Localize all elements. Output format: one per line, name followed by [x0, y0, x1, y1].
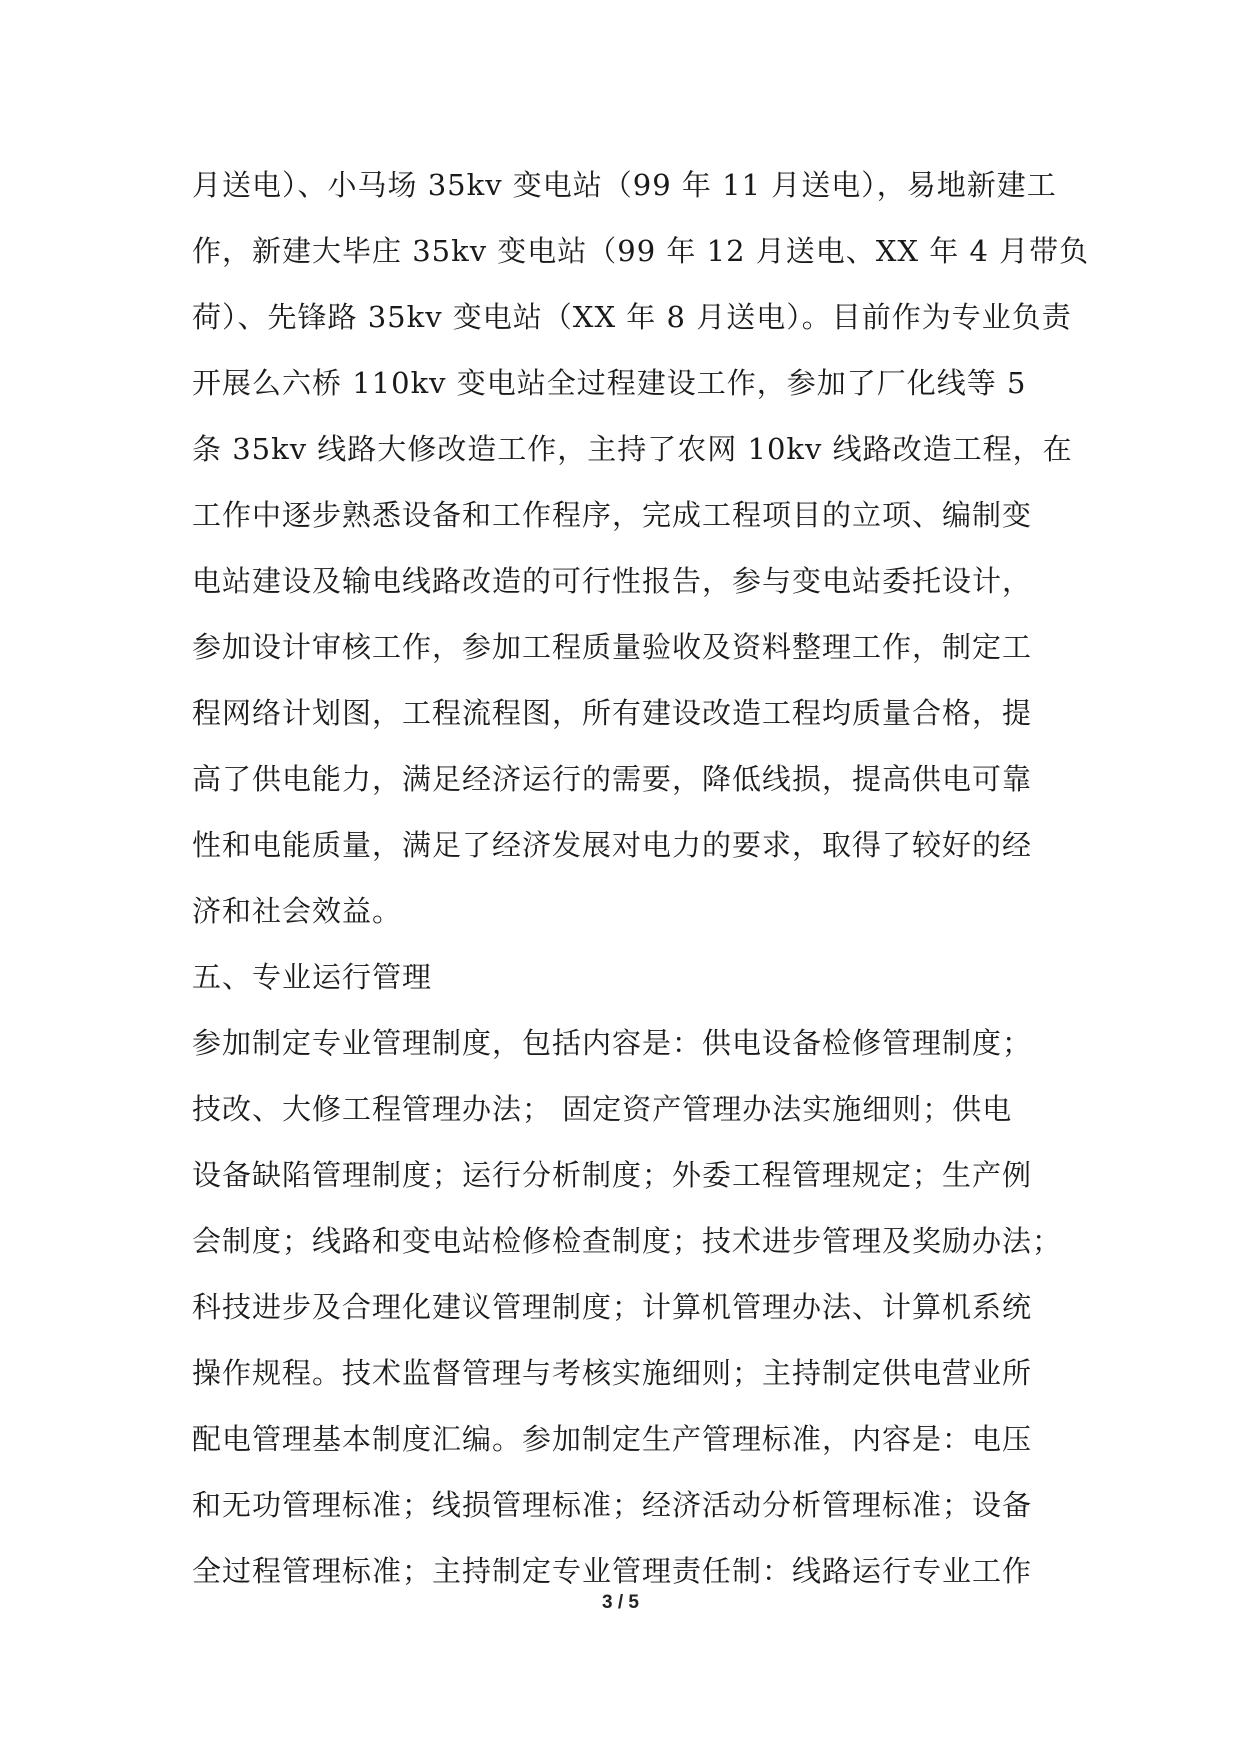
text-line: 高了供电能力，满足经济运行的需要，降低线损，提高供电可靠 [192, 762, 1033, 796]
text-line: 月送电）、小马场 35kv 变电站（99 年 11 月送电），易地新建工 [192, 168, 1057, 202]
section-heading: 五、专业运行管理 [192, 960, 433, 994]
text-line: 技改、大修工程管理办法； 固定资产管理办法实施细则；供电 [192, 1092, 1013, 1126]
text-line: 程网络计划图，工程流程图，所有建设改造工程均质量合格，提 [192, 696, 1033, 730]
text-line: 设备缺陷管理制度；运行分析制度；外委工程管理规定；生产例 [192, 1158, 1033, 1192]
text-line: 开展么六桥 110kv 变电站全过程建设工作，参加了厂化线等 5 [192, 366, 1027, 400]
text-line: 参加设计审核工作，参加工程质量验收及资料整理工作，制定工 [192, 630, 1033, 664]
text-line: 条 35kv 线路大修改造工作，主持了农网 10kv 线路改造工程，在 [192, 432, 1073, 466]
text-line: 和无功管理标准；线损管理标准；经济活动分析管理标准；设备 [192, 1488, 1033, 1522]
text-line: 作，新建大毕庄 35kv 变电站（99 年 12 月送电、XX 年 4 月带负 [192, 234, 1090, 268]
text-line: 全过程管理标准；主持制定专业管理责任制：线路运行专业工作 [192, 1554, 1033, 1588]
text-line: 会制度；线路和变电站检修检查制度；技术进步管理及奖励办法； [192, 1224, 1063, 1258]
text-line: 配电管理基本制度汇编。参加制定生产管理标准，内容是：电压 [192, 1422, 1033, 1456]
text-line: 电站建设及输电线路改造的可行性报告，参与变电站委托设计， [192, 564, 1033, 598]
text-line: 性和电能质量，满足了经济发展对电力的要求，取得了较好的经 [192, 828, 1033, 862]
text-line: 科技进步及合理化建议管理制度；计算机管理办法、计算机系统 [192, 1290, 1033, 1324]
text-line: 参加制定专业管理制度，包括内容是：供电设备检修管理制度； [192, 1026, 1033, 1060]
text-line: 济和社会效益。 [192, 894, 403, 928]
text-line: 荷）、先锋路 35kv 变电站（XX 年 8 月送电）。目前作为专业负责 [192, 300, 1072, 334]
body-text [192, 152, 1090, 1604]
text-line: 工作中逐步熟悉设备和工作程序，完成工程项目的立项、编制变 [192, 498, 1033, 532]
text-line: 操作规程。技术监督管理与考核实施细则；主持制定供电营业所 [192, 1356, 1033, 1390]
page-number: 3 / 5 [602, 1592, 639, 1613]
